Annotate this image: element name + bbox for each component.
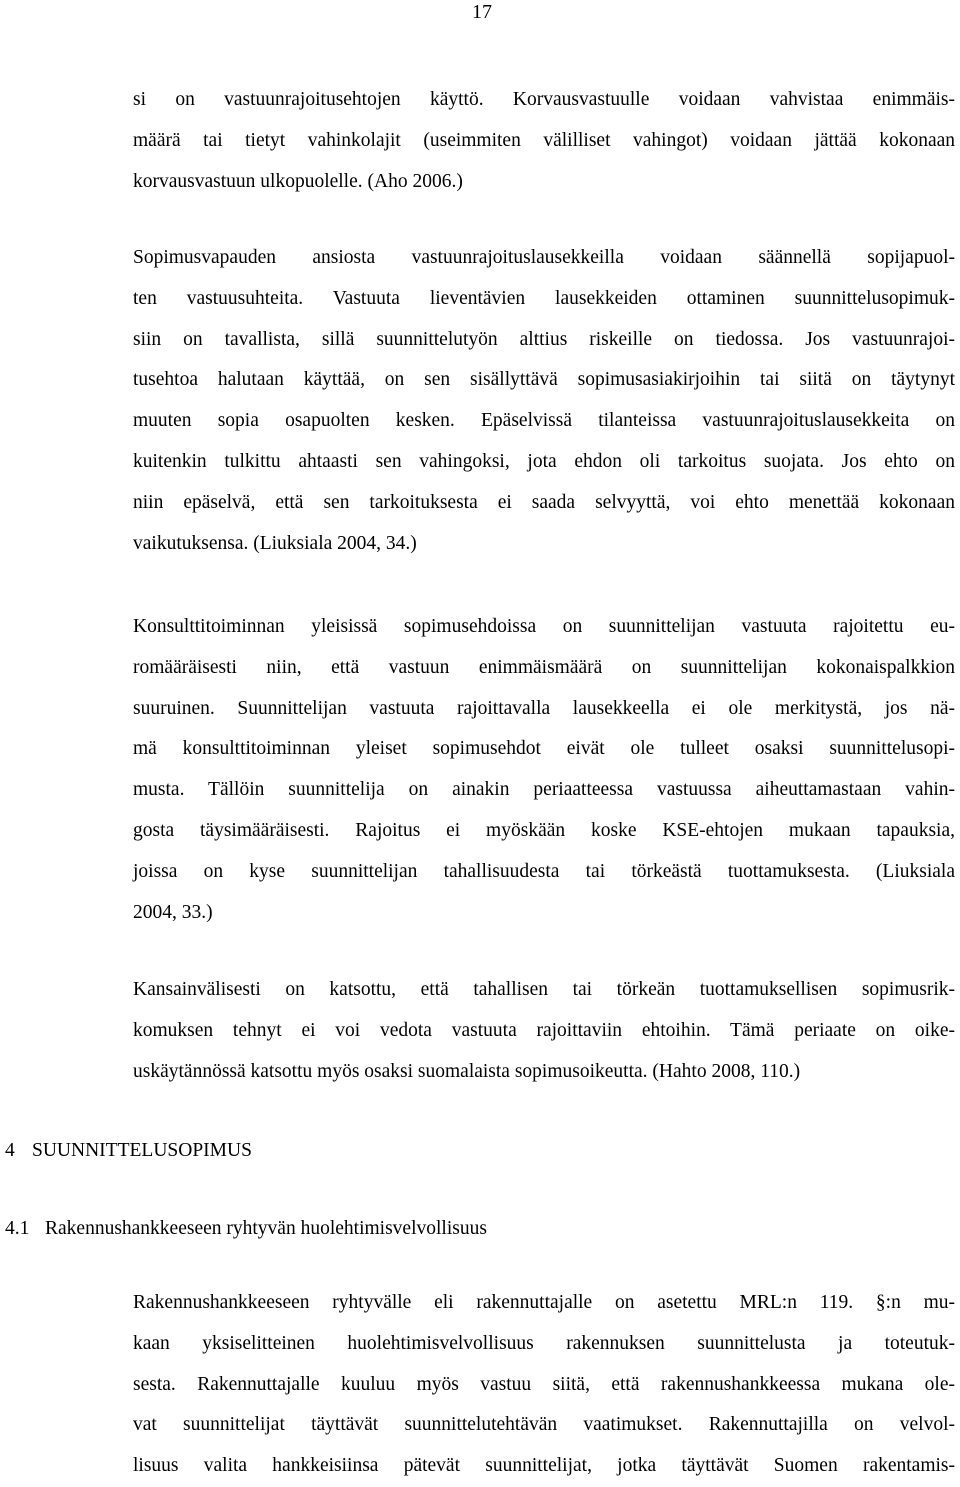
section-number: 4: [5, 1140, 15, 1161]
text-line: kuitenkin tulkittu ahtaasti sen vahingoksi, jota ehdon oli tarkoitus suojata. Jos ehto on: [133, 450, 955, 472]
paragraph-liability-limitation: [133, 80, 955, 202]
text-line: lisuus valita hankkeisiinsa pätevät suunnittelijat, jotka täyttävät Suomen rakentamis-: [133, 1455, 955, 1477]
text-line: muuten sopia osapuolten kesken. Epäselvissä tilanteissa vastuunrajoituslausekkeita on: [133, 410, 955, 432]
text-line: ten vastuusuhteita. Vastuuta lieventävien lausekkeiden ottaminen suunnittelusopimuk-: [133, 287, 955, 309]
paragraph-developer-duty: [133, 1283, 955, 1487]
subsection-title: Rakennushankkeeseen ryhtyvän huolehtimisvelvollisuus: [45, 1218, 487, 1239]
paragraph-consulting-terms: [133, 607, 955, 933]
section-title: SUUNNITTELUSOPIMUS: [32, 1140, 252, 1161]
subsection-heading: [5, 1216, 487, 1242]
text-line: korvausvastuun ulkopuolelle. (Aho 2006.): [133, 170, 463, 192]
text-line: mä konsulttitoiminnan yleiset sopimusehdot eivät ole tulleet osaksi suunnittelusopi-: [133, 738, 955, 760]
text-line: Kansainvälisesti on katsottu, että tahallisen tai törkeän tuottamuksellisen sopimusrik-: [133, 979, 955, 1000]
page-number: 17: [472, 1, 492, 23]
text-line: gosta täysimääräisesti. Rajoitus ei myöskään koske KSE-ehtojen mukaan tapauksia,: [133, 819, 955, 841]
text-line: kaan yksiselitteinen huolehtimisvelvollisuus rakennuksen suunnittelusta ja toteutuk-: [133, 1332, 955, 1354]
text-line: Konsulttitoiminnan yleisissä sopimusehdoissa on suunnittelijan vastuuta rajoitettu eu-: [133, 616, 955, 637]
text-line: suuruinen. Suunnittelijan vastuuta rajoittavalla lausekkeella ei ole merkitystä, jos nä-: [133, 697, 955, 719]
subsection-number: 4.1: [5, 1218, 30, 1239]
text-line: tusehtoa halutaan käyttää, on sen sisällyttävä sopimusasiakirjoihin tai siitä on täytynyt: [133, 369, 955, 391]
text-line: sesta. Rakennuttajalle kuuluu myös vastuu siitä, että rakennushankkeessa mukana ole-: [133, 1373, 955, 1395]
text-line: määrä tai tietyt vahinkolajit (useimmiten välilliset vahingot) voidaan jättää kokonaan: [133, 129, 955, 151]
text-line: romääräisesti niin, että vastuun enimmäismäärä on suunnittelijan kokonaispalkkion: [133, 656, 955, 678]
text-line: vat suunnittelijat täyttävät suunnittelutehtävän vaatimukset. Rakennuttajilla on velvol-: [133, 1414, 955, 1436]
text-line: vaikutuksensa. (Liuksiala 2004, 34.): [133, 532, 417, 554]
text-line: uskäytännössä katsottu myös osaksi suomalaista sopimusoikeutta. (Hahto 2008, 110.): [133, 1060, 801, 1082]
text-line: siin on tavallista, sillä suunnittelutyön alttius riskeille on tiedossa. Jos vastuunrajoi-: [133, 328, 955, 350]
text-line: musta. Tällöin suunnittelija on ainakin periaatteessa vastuussa aiheuttamastaan vahin-: [133, 779, 955, 801]
text-line: Sopimusvapauden ansiosta vastuunrajoituslausekkeilla voidaan säännellä sopijapuol-: [133, 247, 955, 268]
text-line: 2004, 33.): [133, 901, 213, 923]
text-line: Rakennushankkeeseen ryhtyvälle eli rakennuttajalle on asetettu MRL:n 119. §:n mu-: [133, 1292, 955, 1313]
text-line: niin epäselvä, että sen tarkoituksesta ei saada selvyyttä, voi ehto menettää kokonaan: [133, 491, 955, 513]
text-line: si on vastuunrajoitusehtojen käyttö. Korvausvastuulle voidaan vahvistaa enimmäis-: [133, 89, 955, 110]
paragraph-contract-freedom: [133, 238, 955, 564]
section-heading: [5, 1138, 252, 1164]
text-line: komuksen tehnyt ei voi vedota vastuuta rajoittaviin ehtoihin. Tämä periaate on oike-: [133, 1019, 955, 1041]
text-line: joissa on kyse suunnittelijan tahallisuudesta tai törkeästä tuottamuksesta. (Liuksiala: [133, 860, 955, 882]
paragraph-international: [133, 970, 955, 1092]
